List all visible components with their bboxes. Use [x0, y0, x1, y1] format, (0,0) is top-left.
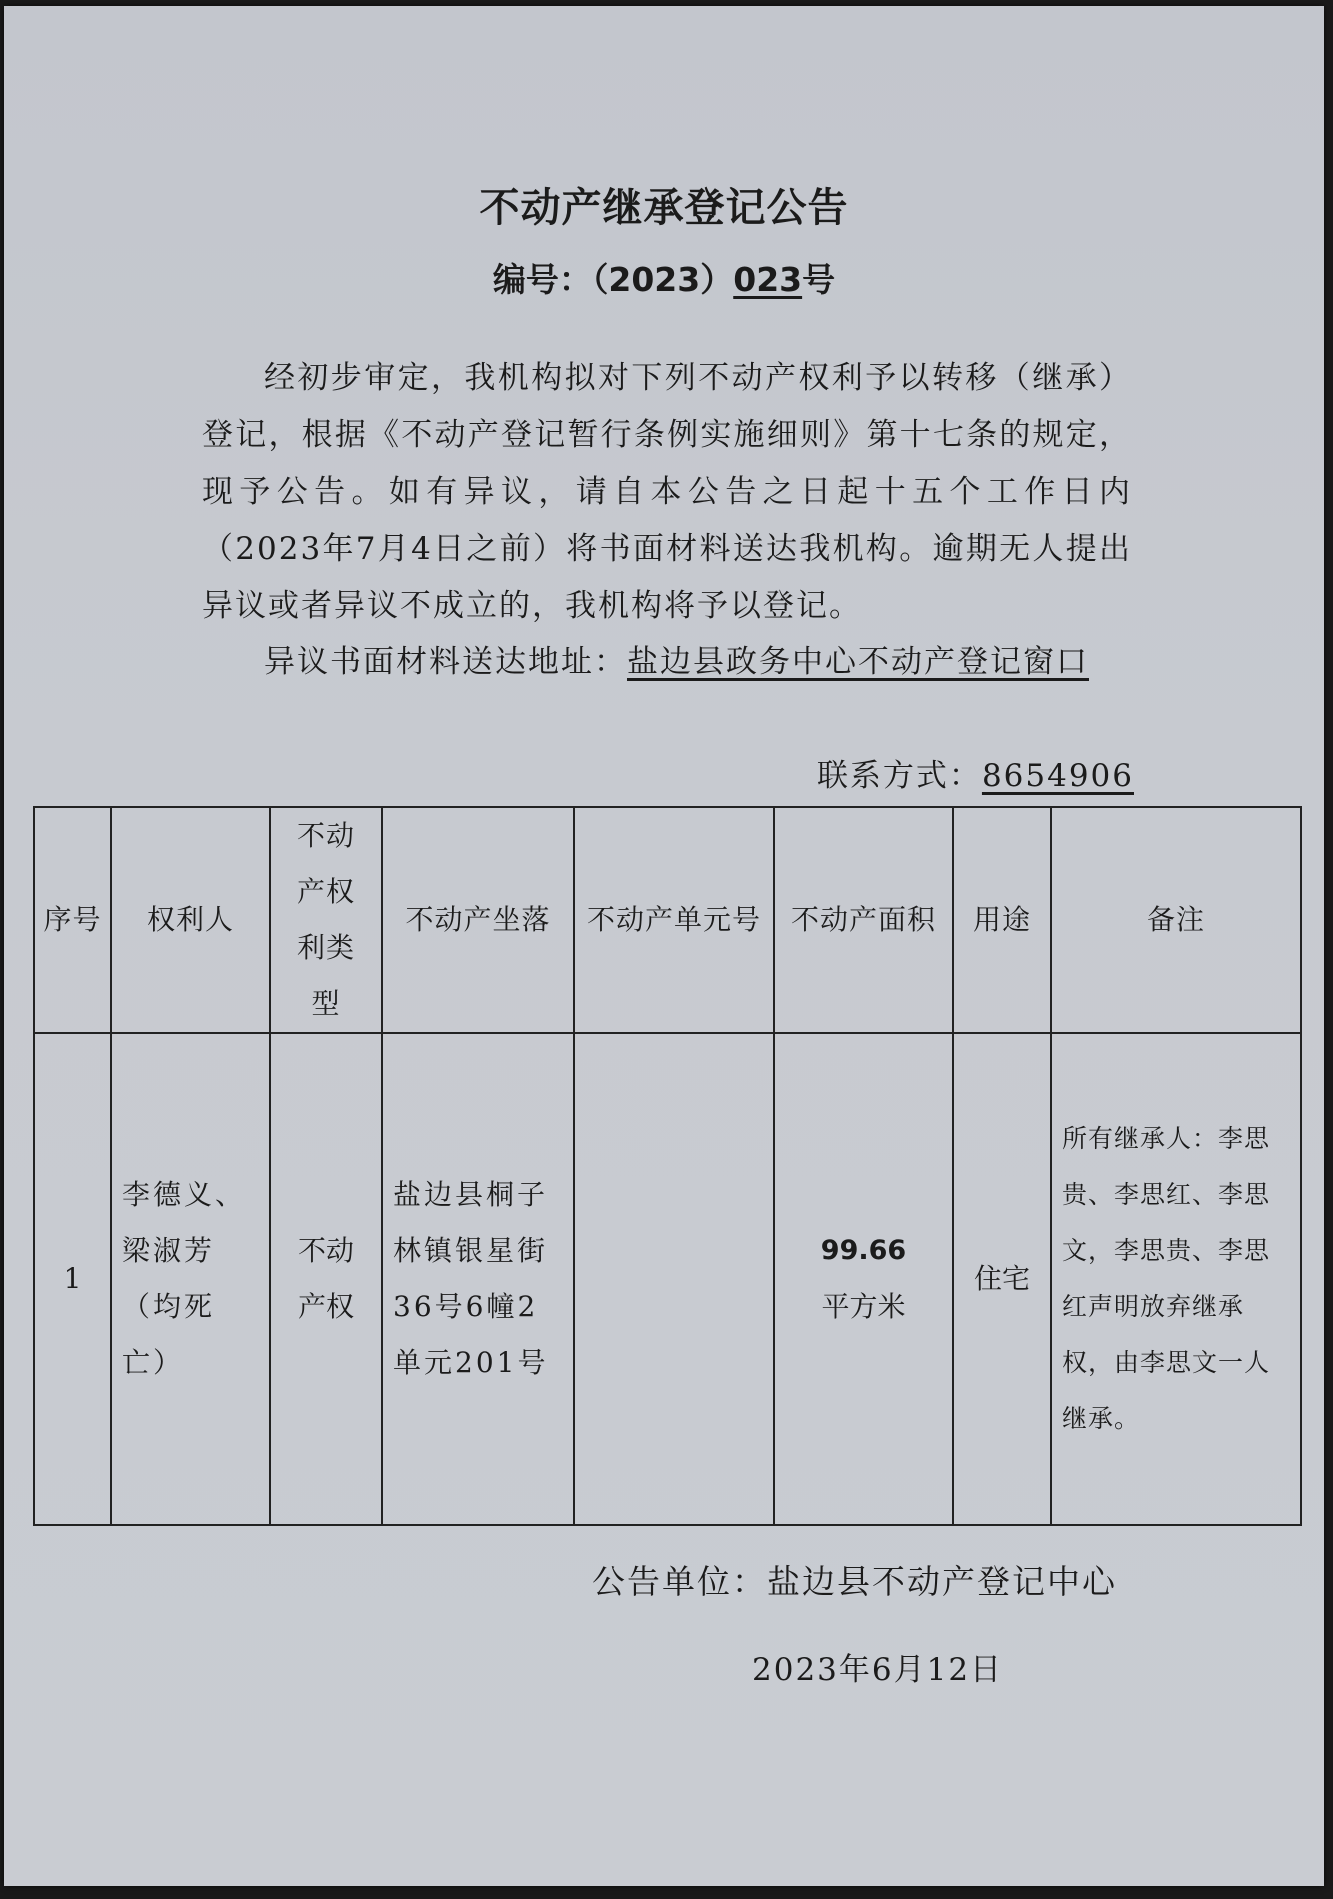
notice-number-suffix: 号	[802, 260, 836, 299]
header-location: 不动产坐落	[382, 807, 574, 1033]
header-holder: 权利人	[111, 807, 270, 1033]
objection-address-value: 盐边县政务中心不动产登记窗口	[627, 644, 1089, 680]
header-area: 不动产面积	[774, 807, 953, 1033]
page-title: 不动产继承登记公告	[479, 185, 849, 231]
contact-value: 8654906	[981, 758, 1134, 794]
cell-remark: 所有继承人：李思贵、李思红、李思文，李思贵、李思红声明放弃继承权，由李思文一人继承。	[1051, 1033, 1301, 1525]
cell-usage: 住宅	[953, 1033, 1051, 1525]
cell-area-value: 99.66	[820, 1235, 907, 1266]
cell-area-unit: 平方米	[821, 1290, 906, 1323]
header-remark: 备注	[1051, 807, 1301, 1033]
header-unit-no: 不动产单元号	[574, 807, 774, 1033]
notice-date: 2023年6月12日	[752, 1652, 1004, 1688]
notice-paragraph: 经初步审定，我机构拟对下列不动产权利予以转移（继承）登记，根据《不动产登记暂行条例实施细则》第十七条的规定，现予公告。如有异议，请自本公告之日起十五个工作日内（2023年7月4日之前）将书面材料送达我机构。逾期无人提出异议或者异议不成立的，我机构将予以登记。	[202, 360, 1132, 624]
table-header-row	[34, 807, 1301, 1033]
header-index: 序号	[34, 807, 111, 1033]
notice-number	[4, 254, 1324, 301]
cell-area	[774, 1033, 953, 1525]
notice-number-prefix: 编号：（2023）	[492, 260, 734, 299]
header-right-type: 不动产权利类型	[270, 807, 382, 1033]
cell-holder: 李德义、梁淑芳（均死亡）	[111, 1033, 270, 1525]
contact-label: 联系方式：	[816, 758, 982, 794]
objection-address	[202, 634, 1132, 691]
registration-table	[33, 806, 1302, 1526]
cell-right-type: 不动产权	[270, 1033, 382, 1525]
header-usage: 用途	[953, 807, 1051, 1033]
table-row	[34, 1033, 1301, 1525]
notice-body	[202, 350, 1132, 635]
cell-location: 盐边县桐子林镇银星街36号6幢2单元201号	[382, 1033, 574, 1525]
notice-number-value: 023	[733, 260, 803, 299]
notice-paper	[4, 6, 1324, 1886]
contact-info	[817, 750, 1134, 795]
objection-address-label: 异议书面材料送达地址：	[264, 644, 627, 680]
cell-index: 1	[34, 1033, 111, 1525]
cell-unit-no	[574, 1033, 774, 1525]
publisher: 公告单位：盐边县不动产登记中心	[592, 1562, 1117, 1601]
